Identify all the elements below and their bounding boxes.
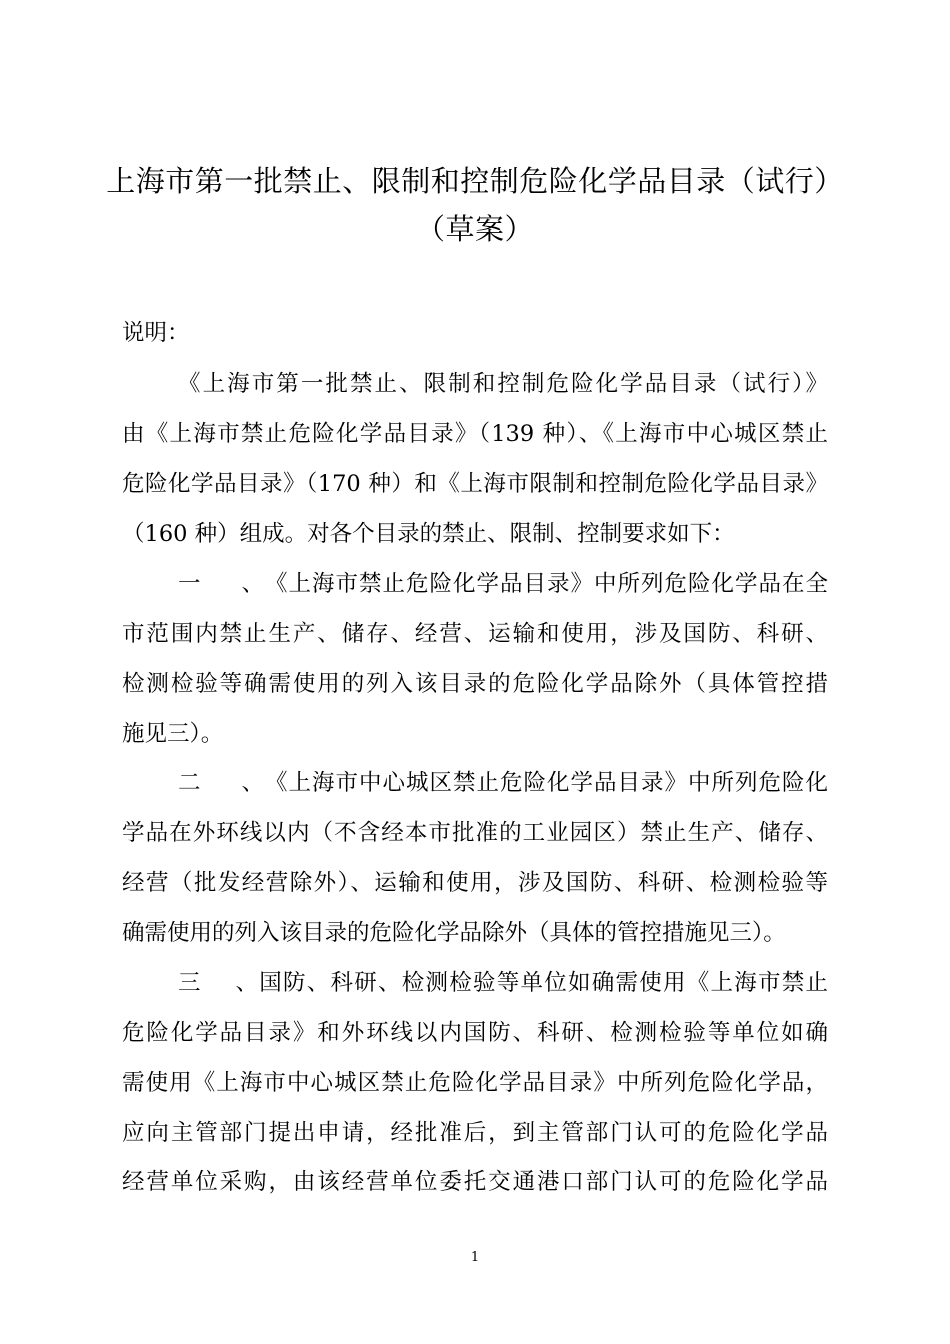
item-1-line-3: 检测检验等确需使用的列入该目录的危险化学品除外（具体管控措 xyxy=(122,671,828,697)
item-3-line-5: 经营单位采购，由该经营单位委托交通港口部门认可的危险化学品 xyxy=(122,1169,828,1195)
document-title: 上海市第一批禁止、限制和控制危险化学品目录（试行） xyxy=(106,164,844,198)
item-1-line-4: 施见三）。 xyxy=(122,721,224,747)
intro-line-2: 由《上海市禁止危险化学品目录》（139 种）、《上海市中心城区禁止 xyxy=(122,421,828,447)
item-3-line-1 xyxy=(178,968,828,998)
item-2-line-1 xyxy=(178,768,828,798)
item-2-text: 《上海市中心城区禁止危险化学品目录》中所列危险化 xyxy=(264,770,828,796)
item-3-line-4: 应向主管部门提出申请，经批准后，到主管部门认可的危险化学品 xyxy=(122,1120,828,1146)
item-3-text: 国防、科研、检测检验等单位如确需使用《上海市禁止 xyxy=(258,970,828,996)
item-3-number: 三、 xyxy=(178,970,258,996)
item-2-line-3: 经营（批发经营除外）、运输和使用，涉及国防、科研、检测检验等 xyxy=(122,870,828,896)
note-label: 说明： xyxy=(122,320,190,346)
page-number: 1 xyxy=(470,1250,480,1265)
intro-line-4: （160 种）组成。对各个目录的禁止、限制、控制要求如下： xyxy=(122,521,735,547)
item-2-line-2: 学品在外环线以内（不含经本市批准的工业园区）禁止生产、储存、 xyxy=(122,820,828,846)
item-2-number: 二、 xyxy=(178,770,264,796)
item-3-line-3: 需使用《上海市中心城区禁止危险化学品目录》中所列危险化学品， xyxy=(122,1070,828,1096)
item-1-number: 一、 xyxy=(178,571,264,597)
item-1-line-1 xyxy=(178,569,828,599)
item-2-line-4: 确需使用的列入该目录的危险化学品除外（具体的管控措施见三）。 xyxy=(122,920,786,946)
intro-line-1: 《上海市第一批禁止、限制和控制危险化学品目录（试行）》 xyxy=(178,371,828,397)
item-3-line-2: 危险化学品目录》和外环线以内国防、科研、检测检验等单位如确 xyxy=(122,1020,828,1046)
item-1-text: 《上海市禁止危险化学品目录》中所列危险化学品在全 xyxy=(264,571,828,597)
item-1-line-2: 市范围内禁止生产、储存、经营、运输和使用，涉及国防、科研、 xyxy=(122,621,828,647)
document-subtitle: （草案） xyxy=(415,212,534,246)
intro-line-3: 危险化学品目录》（170 种）和《上海市限制和控制危险化学品目录》 xyxy=(122,471,828,497)
